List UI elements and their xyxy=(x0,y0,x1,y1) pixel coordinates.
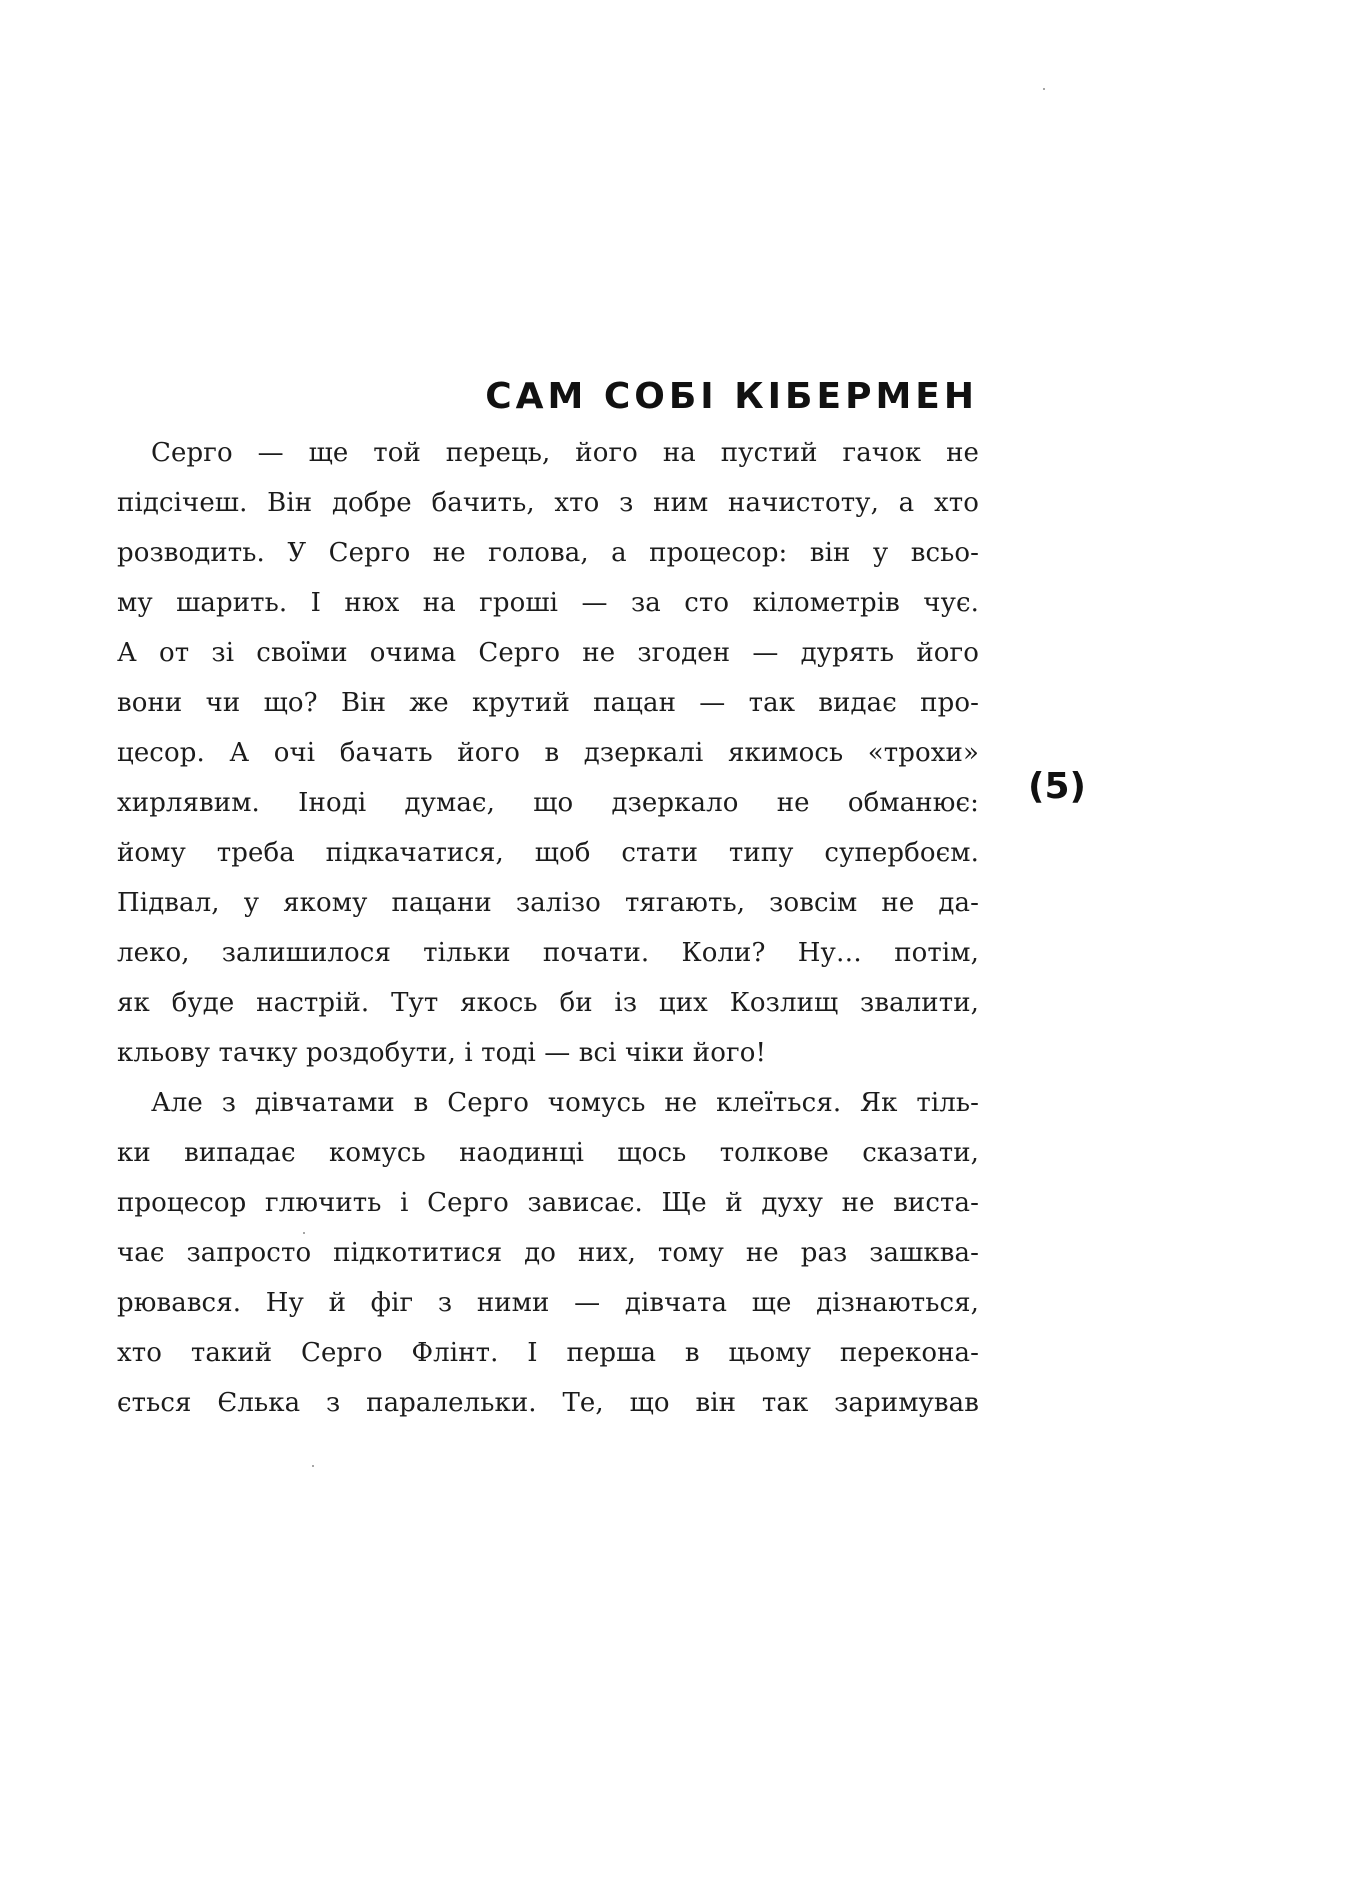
paragraph-2-line-4: чає запросто підкотитися до них, тому не раз зашква- xyxy=(117,1238,979,1268)
paragraph-1-line-4: му шарить. І нюх на гроші — за сто кілометрів чує. xyxy=(117,588,979,618)
paragraph-2-line-7: ється Єлька з паралельки. Те, що він так заримував xyxy=(117,1388,979,1418)
chapter-title: САМ СОБІ КІБЕРМЕН xyxy=(485,376,978,417)
paragraph-1-line-12: як буде настрій. Тут якось би із цих Козлищ звалити, xyxy=(117,988,979,1018)
paragraph-2-line-1: Але з дівчатами в Серго чомусь не клеїться. Як тіль- xyxy=(151,1088,979,1118)
paragraph-1-line-2: підсічеш. Він добре бачить, хто з ним начистоту, а хто xyxy=(117,488,979,518)
paragraph-1-line-9: йому треба підкачатися, щоб стати типу супербоєм. xyxy=(117,838,979,868)
paragraph-1-line-11: леко, залишилося тільки почати. Коли? Ну… потім, xyxy=(117,938,979,968)
paragraph-2-line-5: рювався. Ну й фіг з ними — дівчата ще дізнаються, xyxy=(117,1288,979,1318)
paragraph-1-line-3: розводить. У Серго не голова, а процесор: він у всьо- xyxy=(117,538,979,568)
paragraph-1-line-8: хирлявим. Іноді думає, що дзеркало не обманює: xyxy=(117,788,979,818)
paragraph-1-line-6: вони чи що? Він же крутий пацан — так видає про- xyxy=(117,688,979,718)
paragraph-1-line-7: цесор. А очі бачать його в дзеркалі якимось «трохи» xyxy=(117,738,979,768)
print-speck xyxy=(312,1465,314,1467)
paragraph-2-line-3: процесор глючить і Серго зависає. Ще й духу не виста- xyxy=(117,1188,979,1218)
paragraph-1-line-10: Підвал, у якому пацани залізо тягають, зовсім не да- xyxy=(117,888,979,918)
paragraph-1-line-5: А от зі своїми очима Серго не згоден — дурять його xyxy=(117,638,979,668)
paragraph-1-line-13: кльову тачку роздобути, і тоді — всі чіки його! xyxy=(117,1038,766,1068)
paragraph-2-line-2: ки випадає комусь наодинці щось толкове сказати, xyxy=(117,1138,979,1168)
page-number: (5) xyxy=(1028,766,1086,807)
paragraph-2-line-6: хто такий Серго Флінт. І перша в цьому переконa- xyxy=(117,1338,979,1368)
paragraph-1-line-1: Серго — ще той перець, його на пустий гачок не xyxy=(151,438,979,468)
print-speck xyxy=(303,1232,305,1234)
print-speck xyxy=(1043,88,1045,90)
